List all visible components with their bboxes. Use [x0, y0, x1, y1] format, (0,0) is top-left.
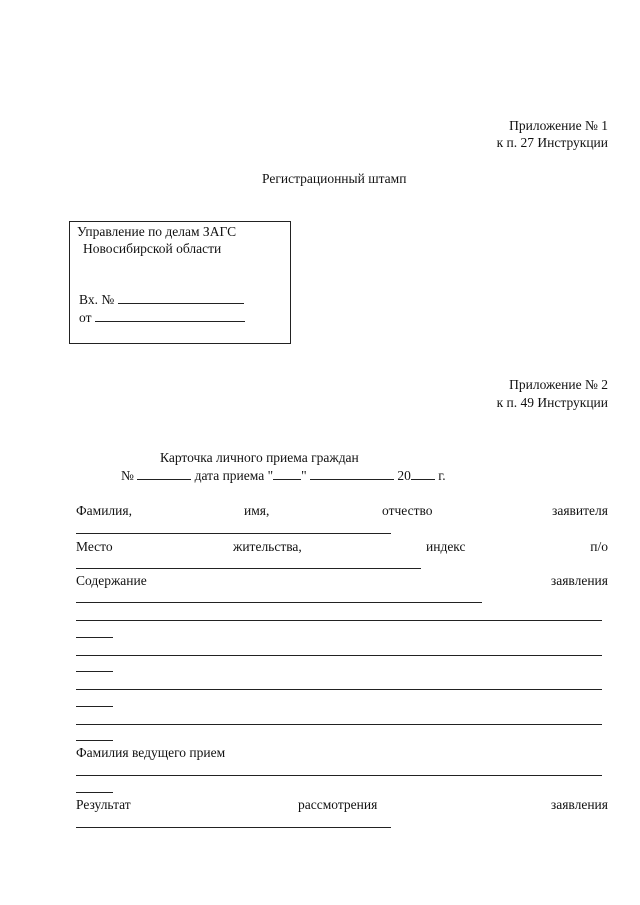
card-number-date-line: [121, 467, 446, 484]
stamp-org-line-2: Новосибирской области: [83, 241, 222, 256]
content-fill-line-1: [76, 602, 482, 603]
result-word-3: заявления: [550, 797, 608, 812]
registration-stamp: [69, 221, 291, 344]
card-day-blank: [273, 467, 301, 480]
host-fill-line-tail: [76, 792, 113, 793]
host-label: Фамилия ведущего прием: [76, 745, 226, 760]
content-fill-line-3: [76, 655, 602, 656]
card-title: Карточка личного приема граждан: [160, 450, 359, 465]
appendix-2-title: Приложение № 2: [509, 377, 608, 392]
card-year-blank: [411, 467, 435, 480]
fio-word-1: Фамилия,: [76, 503, 132, 518]
content-fill-line-4: [76, 689, 602, 690]
result-word-1: Результат: [76, 797, 131, 812]
appendix-2-ref: к п. 49 Инструкции: [496, 395, 608, 410]
card-year-prefix: 20: [397, 468, 411, 483]
residence-word-3: индекс: [426, 539, 466, 554]
stamp-from-label: от: [79, 310, 92, 325]
residence-word-1: Место: [76, 539, 113, 554]
content-fill-line-4-tail: [76, 706, 113, 707]
residence-fill-line: [76, 568, 421, 569]
content-word-1: Содержание: [76, 573, 147, 588]
host-fill-line: [76, 775, 602, 776]
fio-word-3: отчество: [382, 503, 433, 518]
stamp-incoming-blank: [118, 291, 244, 304]
card-month-blank: [310, 467, 394, 480]
residence-word-2: жительства,: [233, 539, 302, 554]
stamp-from-date: [79, 309, 245, 326]
card-date-label: дата приема ": [194, 468, 274, 483]
fio-fill-line: [76, 533, 391, 534]
content-fill-line-2: [76, 620, 602, 621]
appendix-1-title: Приложение № 1: [509, 118, 608, 133]
stamp-org-line-1: Управление по делам ЗАГС: [77, 224, 237, 239]
fio-word-4: заявителя: [552, 503, 608, 518]
card-date-quote: ": [301, 468, 307, 483]
content-fill-line-5-tail: [76, 740, 113, 741]
content-fill-line-3-tail: [76, 671, 113, 672]
result-fill-line: [76, 827, 391, 828]
stamp-heading: Регистрационный штамп: [262, 171, 407, 186]
content-fill-line-5: [76, 724, 602, 725]
card-number-blank: [137, 467, 191, 480]
card-year-suffix: г.: [438, 468, 446, 483]
appendix-1-ref: к п. 27 Инструкции: [496, 135, 608, 150]
content-word-2: заявления: [550, 573, 608, 588]
card-number-label: №: [121, 468, 134, 483]
residence-word-4: п/о: [590, 539, 608, 554]
result-word-2: рассмотрения: [298, 797, 378, 812]
content-fill-line-2-tail: [76, 637, 113, 638]
fio-word-2: имя,: [244, 503, 270, 518]
stamp-from-blank: [95, 309, 245, 322]
stamp-incoming-label: Вх. №: [79, 292, 115, 307]
stamp-incoming-number: [79, 291, 244, 308]
